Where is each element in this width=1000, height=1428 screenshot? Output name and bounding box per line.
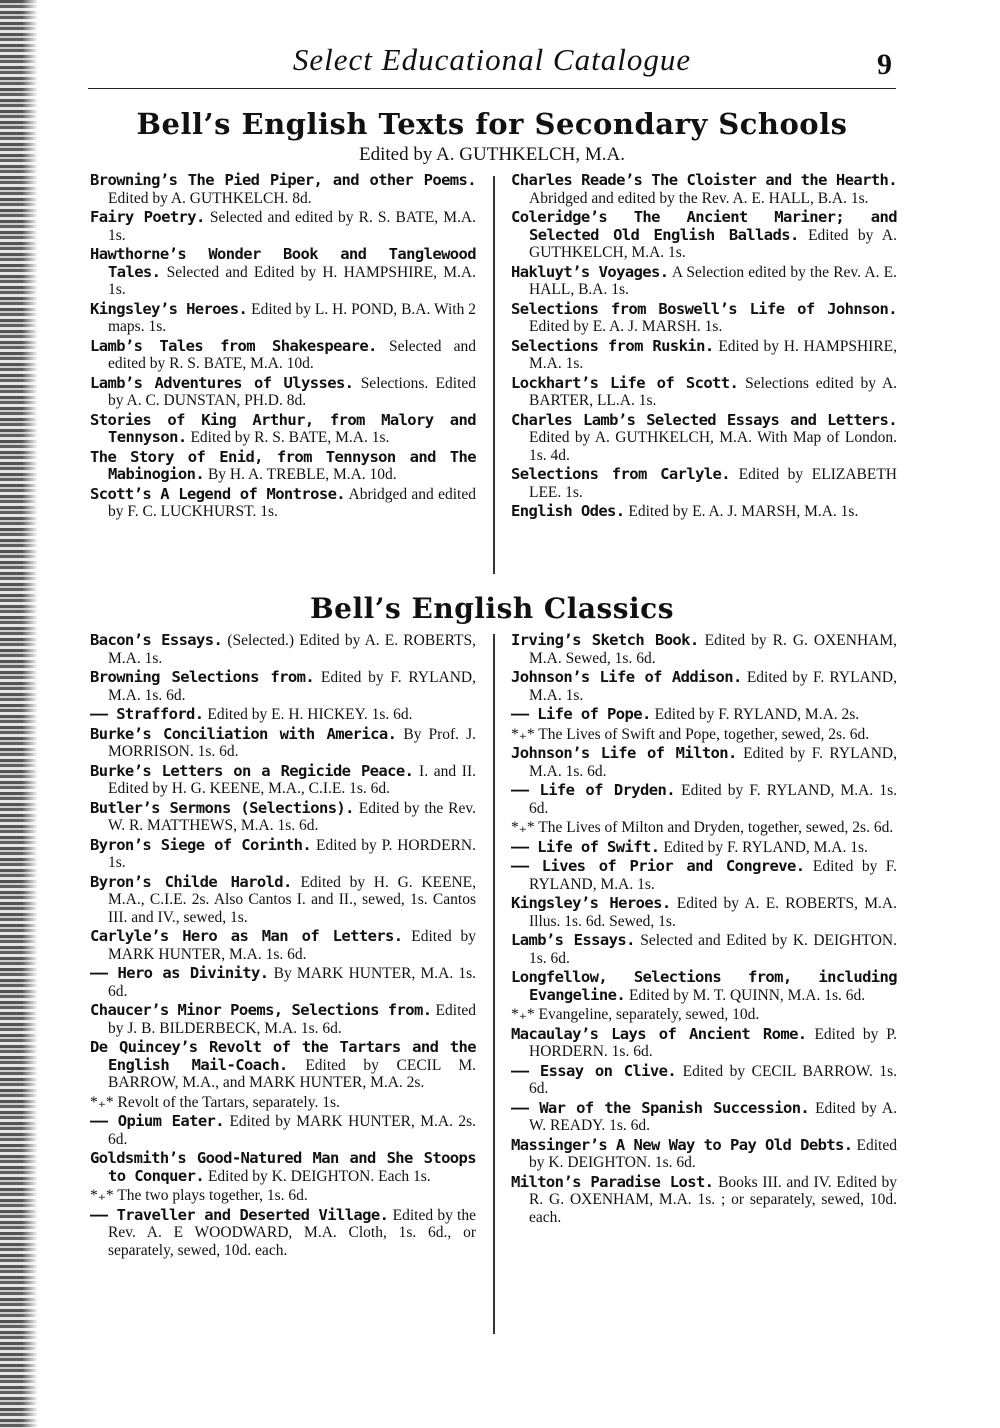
catalogue-entry <box>90 1113 476 1148</box>
column-divider <box>493 634 495 1334</box>
entry-description: Edited by F. RYLAND, M.A. 1s. <box>529 669 897 704</box>
column-divider <box>493 176 495 574</box>
entry-description: Edited by H. G. KEENE, M.A., C.I.E. 2s. Also Cantos I. and II., sewed, 1s. Cantos III. and IV., sewed, 1s. <box>108 873 477 926</box>
entry-description: Edited by M. T. QUINN, M.A. 1s. 6d. <box>628 986 866 1004</box>
english-classics-left-column <box>90 632 476 1261</box>
catalogue-note <box>511 819 897 837</box>
entry-title: Hawthorne’s Wonder Book and Tanglewood Tales. <box>90 245 476 281</box>
english-classics-right-column <box>511 632 897 1228</box>
entry-description: Edited by J. B. BILDERBECK, M.A. 1s. 6d. <box>108 1002 477 1037</box>
entry-title: Hakluyt’s Voyages. <box>511 262 669 281</box>
catalogue-note <box>90 1187 476 1205</box>
entry-title: Browning’s The Pied Piper, and other Poems. <box>90 171 476 189</box>
entry-title: Lamb’s Tales from Shakespeare. <box>90 336 377 355</box>
entry-description: Edited by E. H. HICKEY. 1s. 6d. <box>207 706 413 723</box>
entry-description: *₊* Evangeline, separately, sewed, 10d. <box>511 1006 760 1023</box>
catalogue-entry <box>511 1026 897 1061</box>
entry-title: The Story of Enid, from Tennyson and The Mabinogion. <box>90 447 476 483</box>
entry-description: I. and II. Edited by H. G. KEENE, M.A., C.I.E. 1s. 6d. <box>108 762 476 797</box>
catalogue-entry <box>90 837 476 872</box>
catalogue-entry <box>90 669 476 704</box>
entry-title: —— Lives of Prior and Congreve. <box>511 857 805 875</box>
entry-description: Edited by A. GUTHKELCH. 8d. <box>108 189 312 207</box>
catalogue-entry <box>511 1063 897 1098</box>
catalogue-entry <box>511 969 897 1004</box>
catalogue-entry <box>511 632 897 667</box>
catalogue-entry <box>511 209 897 262</box>
entry-description: Edited by R. G. OXENHAM, M.A. Sewed, 1s. 6d. <box>529 632 898 667</box>
entry-description: Edited by CECIL BARROW. 1s. 6d. <box>529 1062 897 1097</box>
catalogue-entry <box>90 209 476 244</box>
catalogue-entry <box>90 965 476 1000</box>
entry-description: Edited by L. H. POND, B.A. With 2 maps. 1s. <box>108 300 476 335</box>
catalogue-entry <box>511 375 897 410</box>
entry-description: Edited by P. HORDERN. 1s. <box>108 836 476 871</box>
entry-description: Selected and Edited by K. DEIGHTON. 1s. 6d. <box>529 932 897 967</box>
entry-description: By Prof. J. MORRISON. 1s. 6d. <box>108 725 476 760</box>
catalogue-entry <box>90 726 476 761</box>
entry-title: Irving’s Sketch Book. <box>511 631 699 649</box>
entry-description: Selected and edited by R. S. BATE, M.A. 10d. <box>108 337 476 372</box>
catalogue-entry <box>511 172 897 207</box>
entry-title: Kingsley’s Heroes. <box>90 299 248 318</box>
entry-description: Edited by F. RYLAND, M.A. 1s. 6d. <box>529 782 897 817</box>
entry-title: Burke’s Letters on a Regicide Peace. <box>90 761 414 780</box>
entry-title: Johnson’s Life of Addison. <box>511 668 742 686</box>
catalogue-entry <box>90 800 476 835</box>
section-title-english-texts: Bell’s English Texts for Secondary Schools <box>136 107 848 141</box>
entry-description: Edited by F. RYLAND, M.A. 1s. 6d. <box>108 669 477 704</box>
entry-title: —— Life of Pope. <box>511 705 651 723</box>
entry-title: Johnson’s Life of Milton. <box>511 744 737 762</box>
catalogue-entry <box>90 706 476 724</box>
catalogue-entry <box>90 172 476 207</box>
entry-title: Browning Selections from. <box>90 668 315 686</box>
catalogue-entry <box>90 1207 476 1260</box>
catalogue-entry <box>90 1039 476 1092</box>
series-editor-line: Edited by A. GUTHKELCH, M.A. <box>359 144 625 165</box>
entry-description: Edited by K. DEIGHTON. Each 1s. <box>207 1167 431 1185</box>
entry-title: Burke’s Conciliation with America. <box>90 724 397 743</box>
entry-title: Macaulay’s Lays of Ancient Rome. <box>511 1024 807 1043</box>
entry-title: Butler’s Sermons (Selections). <box>90 798 354 817</box>
catalogue-note <box>90 1094 476 1112</box>
entry-title: Selections from Carlyle. <box>511 465 731 483</box>
catalogue-entry <box>511 466 897 501</box>
catalogue-entry <box>511 669 897 704</box>
catalogue-entry <box>90 412 476 447</box>
entry-description: Edited by CECIL M. BARROW, M.A., and MARK HUNTER, M.A. 2s. <box>108 1056 477 1091</box>
entry-description: Edited by the Rev. W. R. MATTHEWS, M.A. 1s. 6d. <box>108 799 476 834</box>
entry-title: De Quincey’s Revolt of the Tartars and the English Mail-Coach. <box>90 1038 476 1074</box>
entry-description: Edited by A. GUTHKELCH, M.A. With Map of London. 1s. 4d. <box>529 429 897 464</box>
catalogue-entry <box>90 449 476 484</box>
entry-title: Lockhart’s Life of Scott. <box>511 373 739 392</box>
catalogue-entry <box>90 338 476 373</box>
entry-title: Charles Lamb’s Selected Essays and Letters. <box>511 410 897 429</box>
entry-description: *₊* The two plays together, 1s. 6d. <box>90 1187 308 1204</box>
entry-title: Charles Reade’s The Cloister and the Hearth. <box>511 171 897 189</box>
entry-title: Scott’s A Legend of Montrose. <box>90 484 346 503</box>
catalogue-entry <box>90 1002 476 1037</box>
catalogue-entry <box>511 706 897 724</box>
entry-title: Massinger’s A New Way to Pay Old Debts. <box>511 1135 853 1154</box>
catalogue-entry <box>90 246 476 299</box>
entry-title: Goldsmith’s Good-Natured Man and She Stoops to Conquer. <box>90 1149 476 1185</box>
entry-description: Selections. Edited by A. C. DUNSTAN, PH.D. 8d. <box>108 374 477 409</box>
catalogue-entry <box>90 632 476 667</box>
catalogue-note <box>511 1006 897 1024</box>
catalogue-entry <box>511 932 897 967</box>
page-binding-edge <box>0 0 38 1428</box>
catalogue-entry <box>511 839 897 857</box>
entry-title: —— Opium Eater. <box>90 1112 225 1130</box>
entry-description: (Selected.) Edited by A. E. ROBERTS, M.A. 1s. <box>108 632 476 667</box>
catalogue-entry <box>90 874 476 927</box>
catalogue-entry <box>511 412 897 465</box>
entry-description: Edited by H. HAMPSHIRE, M.A. 1s. <box>529 337 897 372</box>
entry-title: —— War of the Spanish Succession. <box>511 1098 810 1117</box>
entry-title: Bacon’s Essays. <box>90 631 223 649</box>
catalogue-entry <box>511 301 897 336</box>
entry-description: Edited by MARK HUNTER, M.A. 2s. 6d. <box>108 1113 477 1148</box>
catalogue-entry <box>511 782 897 817</box>
catalogue-entry <box>90 763 476 798</box>
entry-description: Edited by ELIZABETH LEE. 1s. <box>529 466 897 501</box>
entry-description: Edited by A. W. READY. 1s. 6d. <box>529 1099 897 1134</box>
entry-description: Edited by R. S. BATE, M.A. 1s. <box>190 429 390 446</box>
entry-description: Edited by F. RYLAND, M.A. 1s. <box>529 858 898 893</box>
catalogue-entry <box>511 1137 897 1172</box>
entry-title: —— Hero as Divinity. <box>90 964 269 982</box>
entry-description: Edited by F. RYLAND, M.A. 2s. <box>654 706 860 723</box>
catalogue-entry <box>511 1174 897 1227</box>
entry-title: —— Life of Swift. <box>511 837 660 856</box>
entry-title: English Odes. <box>511 502 625 520</box>
entry-description: Edited by E. A. J. MARSH, M.A. 1s. <box>628 503 859 520</box>
entry-description: Selected and edited by R. S. BATE, M.A. 1s. <box>108 209 477 244</box>
catalogue-entry <box>511 858 897 893</box>
page-number: 9 <box>877 48 892 81</box>
catalogue-entry <box>511 1100 897 1135</box>
entry-description: Edited by F. RYLAND, M.A. 1s. 6d. <box>529 745 897 780</box>
entry-description: A Selection edited by the Rev. A. E. HALL, B.A. 1s. <box>529 263 897 298</box>
entry-description: Selections edited by A. BARTER, LL.A. 1s. <box>529 374 898 409</box>
catalogue-entry <box>90 375 476 410</box>
entry-description: Edited by the Rev. A. E WOODWARD, M.A. Cloth, 1s. 6d., or separately, sewed, 10d. each. <box>108 1206 476 1259</box>
entry-description: Edited by P. HORDERN. 1s. 6d. <box>529 1025 897 1060</box>
entry-description: Edited by E. A. J. MARSH. 1s. <box>529 318 723 335</box>
entry-title: Chaucer’s Minor Poems, Selections from. <box>90 1001 432 1019</box>
catalogue-entry <box>511 745 897 780</box>
english-texts-left-column <box>90 172 476 523</box>
entry-description: Edited by MARK HUNTER, M.A. 1s. 6d. <box>108 928 476 963</box>
entry-description: *₊* The Lives of Swift and Pope, together, sewed, 2s. 6d. <box>511 725 870 743</box>
catalogue-entry <box>90 1150 476 1185</box>
section-title-english-classics: Bell’s English Classics <box>310 592 674 625</box>
catalogue-entry <box>511 338 897 373</box>
catalogue-entry <box>511 895 897 930</box>
entry-description: Abridged and edited by F. C. LUCKHURST. 1s. <box>108 485 476 520</box>
catalogue-note <box>511 726 897 744</box>
entry-title: Kingsley’s Heroes. <box>511 894 671 912</box>
catalogue-entry <box>90 928 476 963</box>
entry-title: —— Life of Dryden. <box>511 781 675 799</box>
entry-description: *₊* The Lives of Milton and Dryden, together, sewed, 2s. 6d. <box>511 819 894 836</box>
entry-description: Edited by F. RYLAND, M.A. 1s. <box>663 838 868 856</box>
entry-description: By MARK HUNTER, M.A. 1s. 6d. <box>108 965 477 1000</box>
entry-description: Abridged and edited by the Rev. A. E. HALL, B.A. 1s. <box>529 189 869 207</box>
entry-description: Books III. and IV. Edited by R. G. OXENHAM, M.A. 1s. ; or separately, sewed, 10d. each. <box>529 1173 897 1226</box>
entry-description: Edited by K. DEIGHTON. 1s. 6d. <box>529 1136 897 1171</box>
entry-title: —— Traveller and Deserted Village. <box>90 1205 389 1224</box>
entry-title: Lamb’s Adventures of Ulysses. <box>90 373 354 392</box>
entry-title: Carlyle’s Hero as Man of Letters. <box>90 927 403 945</box>
catalogue-entry <box>90 486 476 521</box>
entry-title: Byron’s Siege of Corinth. <box>90 835 312 854</box>
entry-description: By H. A. TREBLE, M.A. 10d. <box>207 466 397 483</box>
entry-title: —— Essay on Clive. <box>511 1061 677 1080</box>
entry-title: Stories of King Arthur, from Malory and Tennyson. <box>90 410 476 446</box>
running-head <box>88 38 896 89</box>
entry-title: Byron’s Childe Harold. <box>90 872 292 891</box>
entry-title: Fairy Poetry. <box>90 208 205 226</box>
entry-description: Edited by A. E. ROBERTS, M.A. Illus. 1s. 6d. Sewed, 1s. <box>529 895 897 930</box>
entry-description: *₊* Revolt of the Tartars, separately. 1s. <box>90 1093 340 1111</box>
running-title: Select Educational Catalogue <box>292 42 692 77</box>
catalogue-entry <box>511 264 897 299</box>
entry-title: Coleridge’s The Ancient Mariner; and Selected Old English Ballads. <box>511 208 897 244</box>
entry-title: Selections from Boswell’s Life of Johnson. <box>511 299 897 318</box>
catalogue-entry <box>511 503 897 521</box>
entry-title: Lamb’s Essays. <box>511 931 635 949</box>
entry-title: —— Strafford. <box>90 705 204 723</box>
entry-title: Selections from Ruskin. <box>511 336 714 355</box>
entry-title: Longfellow, Selections from, including Evangeline. <box>511 968 897 1004</box>
entry-title: Milton’s Paradise Lost. <box>511 1172 714 1191</box>
catalogue-entry <box>90 301 476 336</box>
english-texts-right-column <box>511 172 897 523</box>
entry-description: Selected and Edited by H. HAMPSHIRE, M.A. 1s. <box>108 263 476 298</box>
entry-description: Edited by A. GUTHKELCH, M.A. 1s. <box>529 226 897 261</box>
